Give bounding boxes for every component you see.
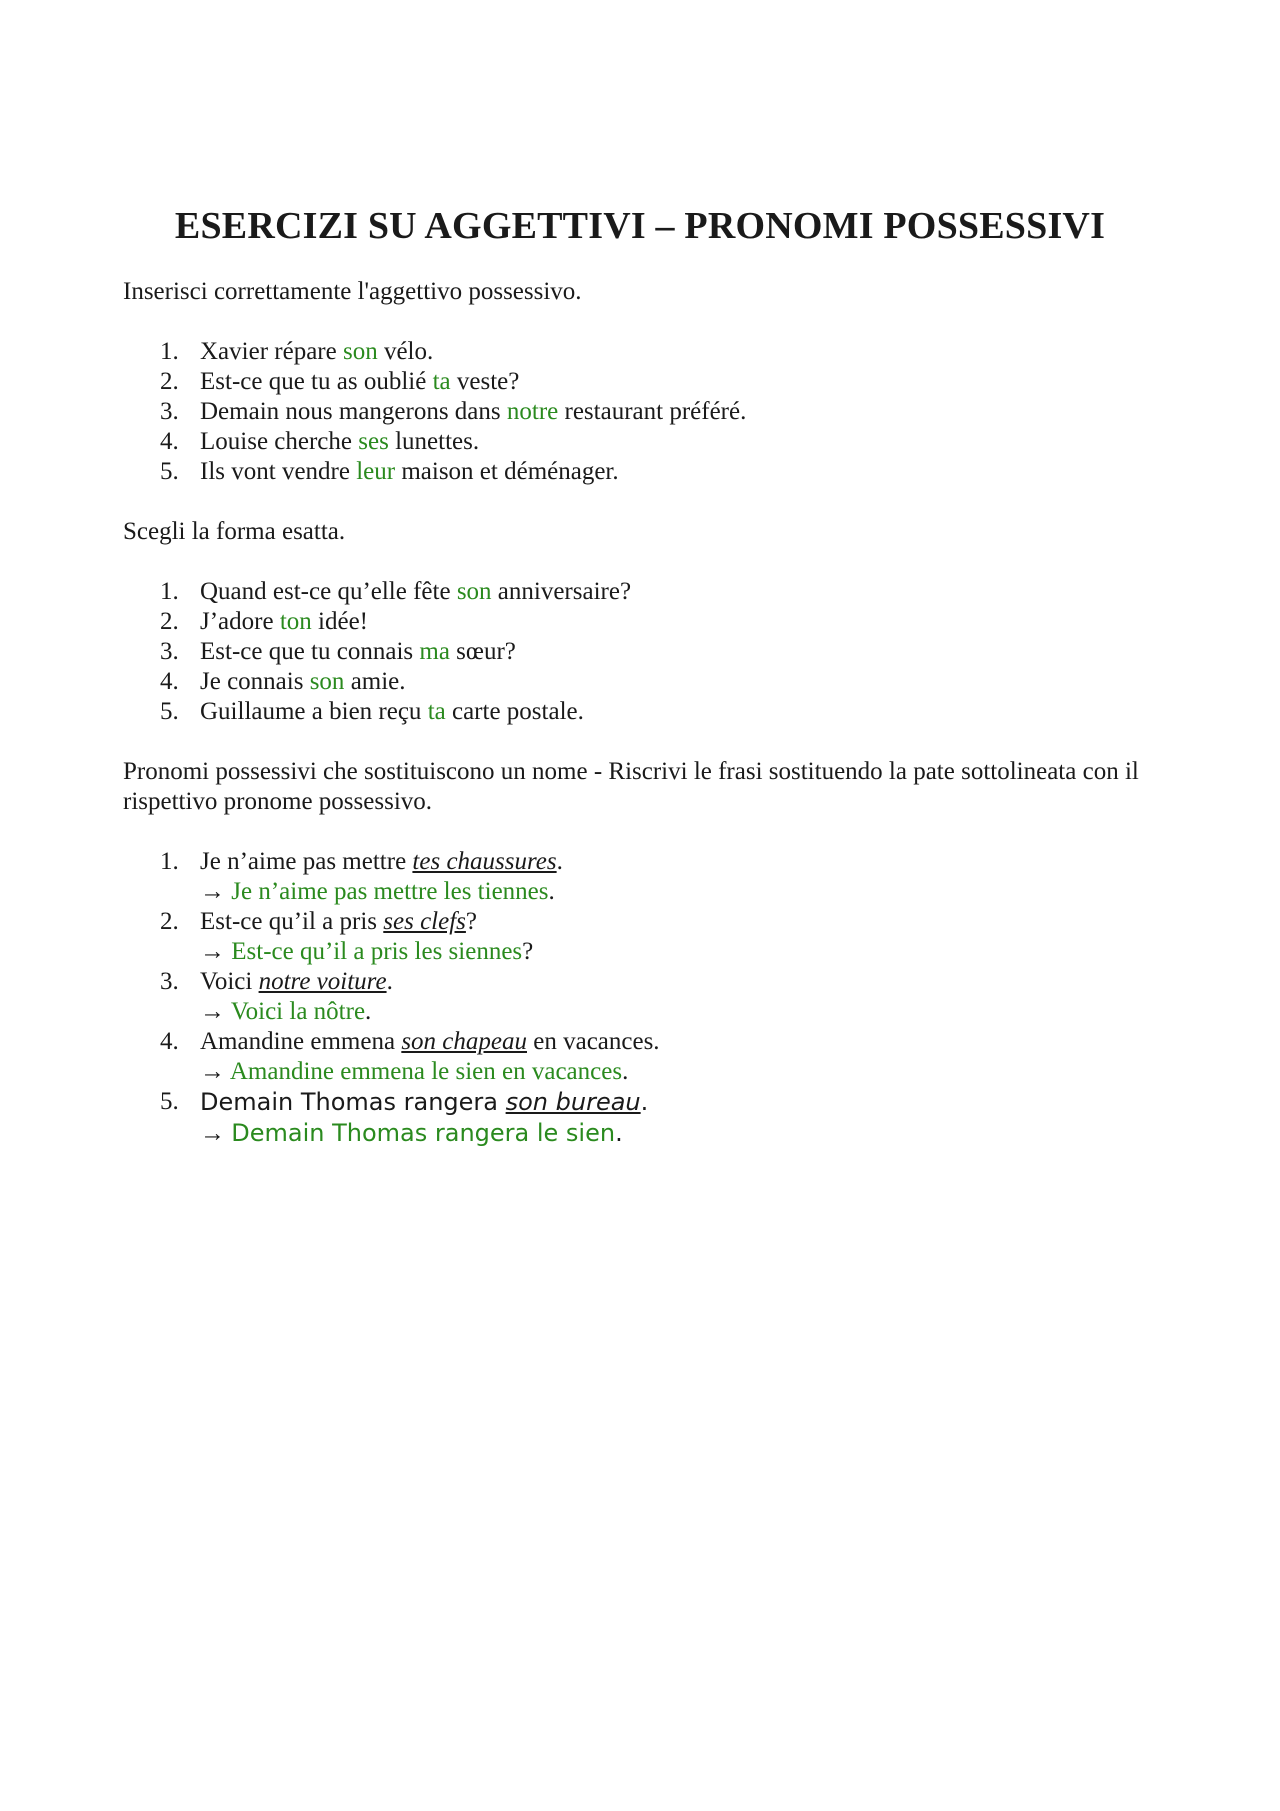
answer-sentence: Demain Thomas rangera le sien [231, 1119, 616, 1147]
arrow-icon: → [200, 878, 225, 905]
answer-line: → Je n’aime pas mettre les tiennes. [200, 878, 555, 905]
answer-word: leur [356, 458, 396, 485]
section3-instruction: Pronomi possessivi che sostituiscono un nome - Riscrivi le frasi sostituendo la pate sottolineata con il rispettivo pronome possessivo. [123, 758, 1139, 815]
list-item: 2. Est-ce qu’il a pris ses clefs? → Est-ce qu’il a pris les siennes? [0, 907, 1280, 967]
underlined-phrase: ses clefs [383, 908, 466, 935]
answer-word: son [456, 578, 492, 605]
arrow-icon: → [200, 998, 225, 1025]
list-item: 3. Est-ce que tu connais ma sœur? [160, 638, 516, 665]
section1-instruction: Inserisci correttamente l'aggettivo possessivo. [123, 278, 582, 305]
list-item: 2. J’adore ton idée! [160, 608, 368, 635]
answer-word: ta [432, 368, 451, 395]
list-item: 2. Est-ce que tu as oublié ta veste? [160, 368, 520, 395]
answer-word: ma [419, 638, 450, 665]
answer-line: → Demain Thomas rangera le sien. [200, 1119, 623, 1147]
page-title: ESERCIZI SU AGGETTIVI – PRONOMI POSSESSIVI [174, 205, 1106, 247]
underlined-phrase: notre voiture [258, 968, 387, 995]
list-item: 1. Xavier répare son vélo. [160, 338, 434, 365]
arrow-icon: → [200, 1120, 225, 1147]
list-item: 4. Louise cherche ses lunettes. [160, 428, 480, 455]
section2-instruction: Scegli la forma esatta. [123, 518, 346, 545]
list-item: 4. Je connais son amie. [160, 668, 406, 695]
underlined-phrase: son bureau [505, 1088, 641, 1116]
answer-word: notre [506, 398, 559, 425]
answer-sentence: Amandine emmena le sien en vacances [229, 1058, 623, 1085]
arrow-icon: → [200, 938, 225, 965]
list-item: 5. Demain Thomas rangera son bureau. → Demain Thomas rangera le sien. [0, 1087, 1280, 1149]
list-item: 5. Guillaume a bien reçu ta carte postale. [160, 698, 584, 725]
answer-line: → Est-ce qu’il a pris les siennes? [200, 938, 534, 965]
answer-word: son [309, 668, 345, 695]
answer-sentence: Est-ce qu’il a pris les siennes [231, 938, 523, 965]
answer-word: ta [427, 698, 446, 725]
section1-list [0, 337, 1280, 487]
list-item: 3. Voici notre voiture. → Voici la nôtre. [0, 967, 1280, 1027]
answer-word: son [342, 338, 378, 365]
answer-line: → Amandine emmena le sien en vacances. [200, 1058, 629, 1085]
answer-word: ses [358, 428, 389, 455]
list-item: 4. Amandine emmena son chapeau en vacances. → Amandine emmena le sien en vacances. [0, 1027, 1280, 1087]
answer-sentence: Voici la nôtre [230, 998, 366, 1025]
list-item: 1. Quand est-ce qu’elle fête son anniversaire? [160, 578, 632, 605]
section2-list [0, 577, 1280, 727]
list-item: 3. Demain nous mangerons dans notre restaurant préféré. [160, 398, 747, 425]
answer-line: → Voici la nôtre. [200, 998, 372, 1025]
arrow-icon: → [200, 1058, 225, 1085]
answer-word: ton [279, 608, 312, 635]
list-item: 5. Ils vont vendre leur maison et déménager. [160, 458, 619, 485]
underlined-phrase: son chapeau [401, 1028, 527, 1055]
underlined-phrase: tes chaussures [412, 848, 557, 875]
section3-list [0, 847, 1280, 1149]
answer-sentence: Je n’aime pas mettre les tiennes [231, 878, 549, 905]
list-item: 1. Je n’aime pas mettre tes chaussures. → Je n’aime pas mettre les tiennes. [0, 847, 1280, 907]
